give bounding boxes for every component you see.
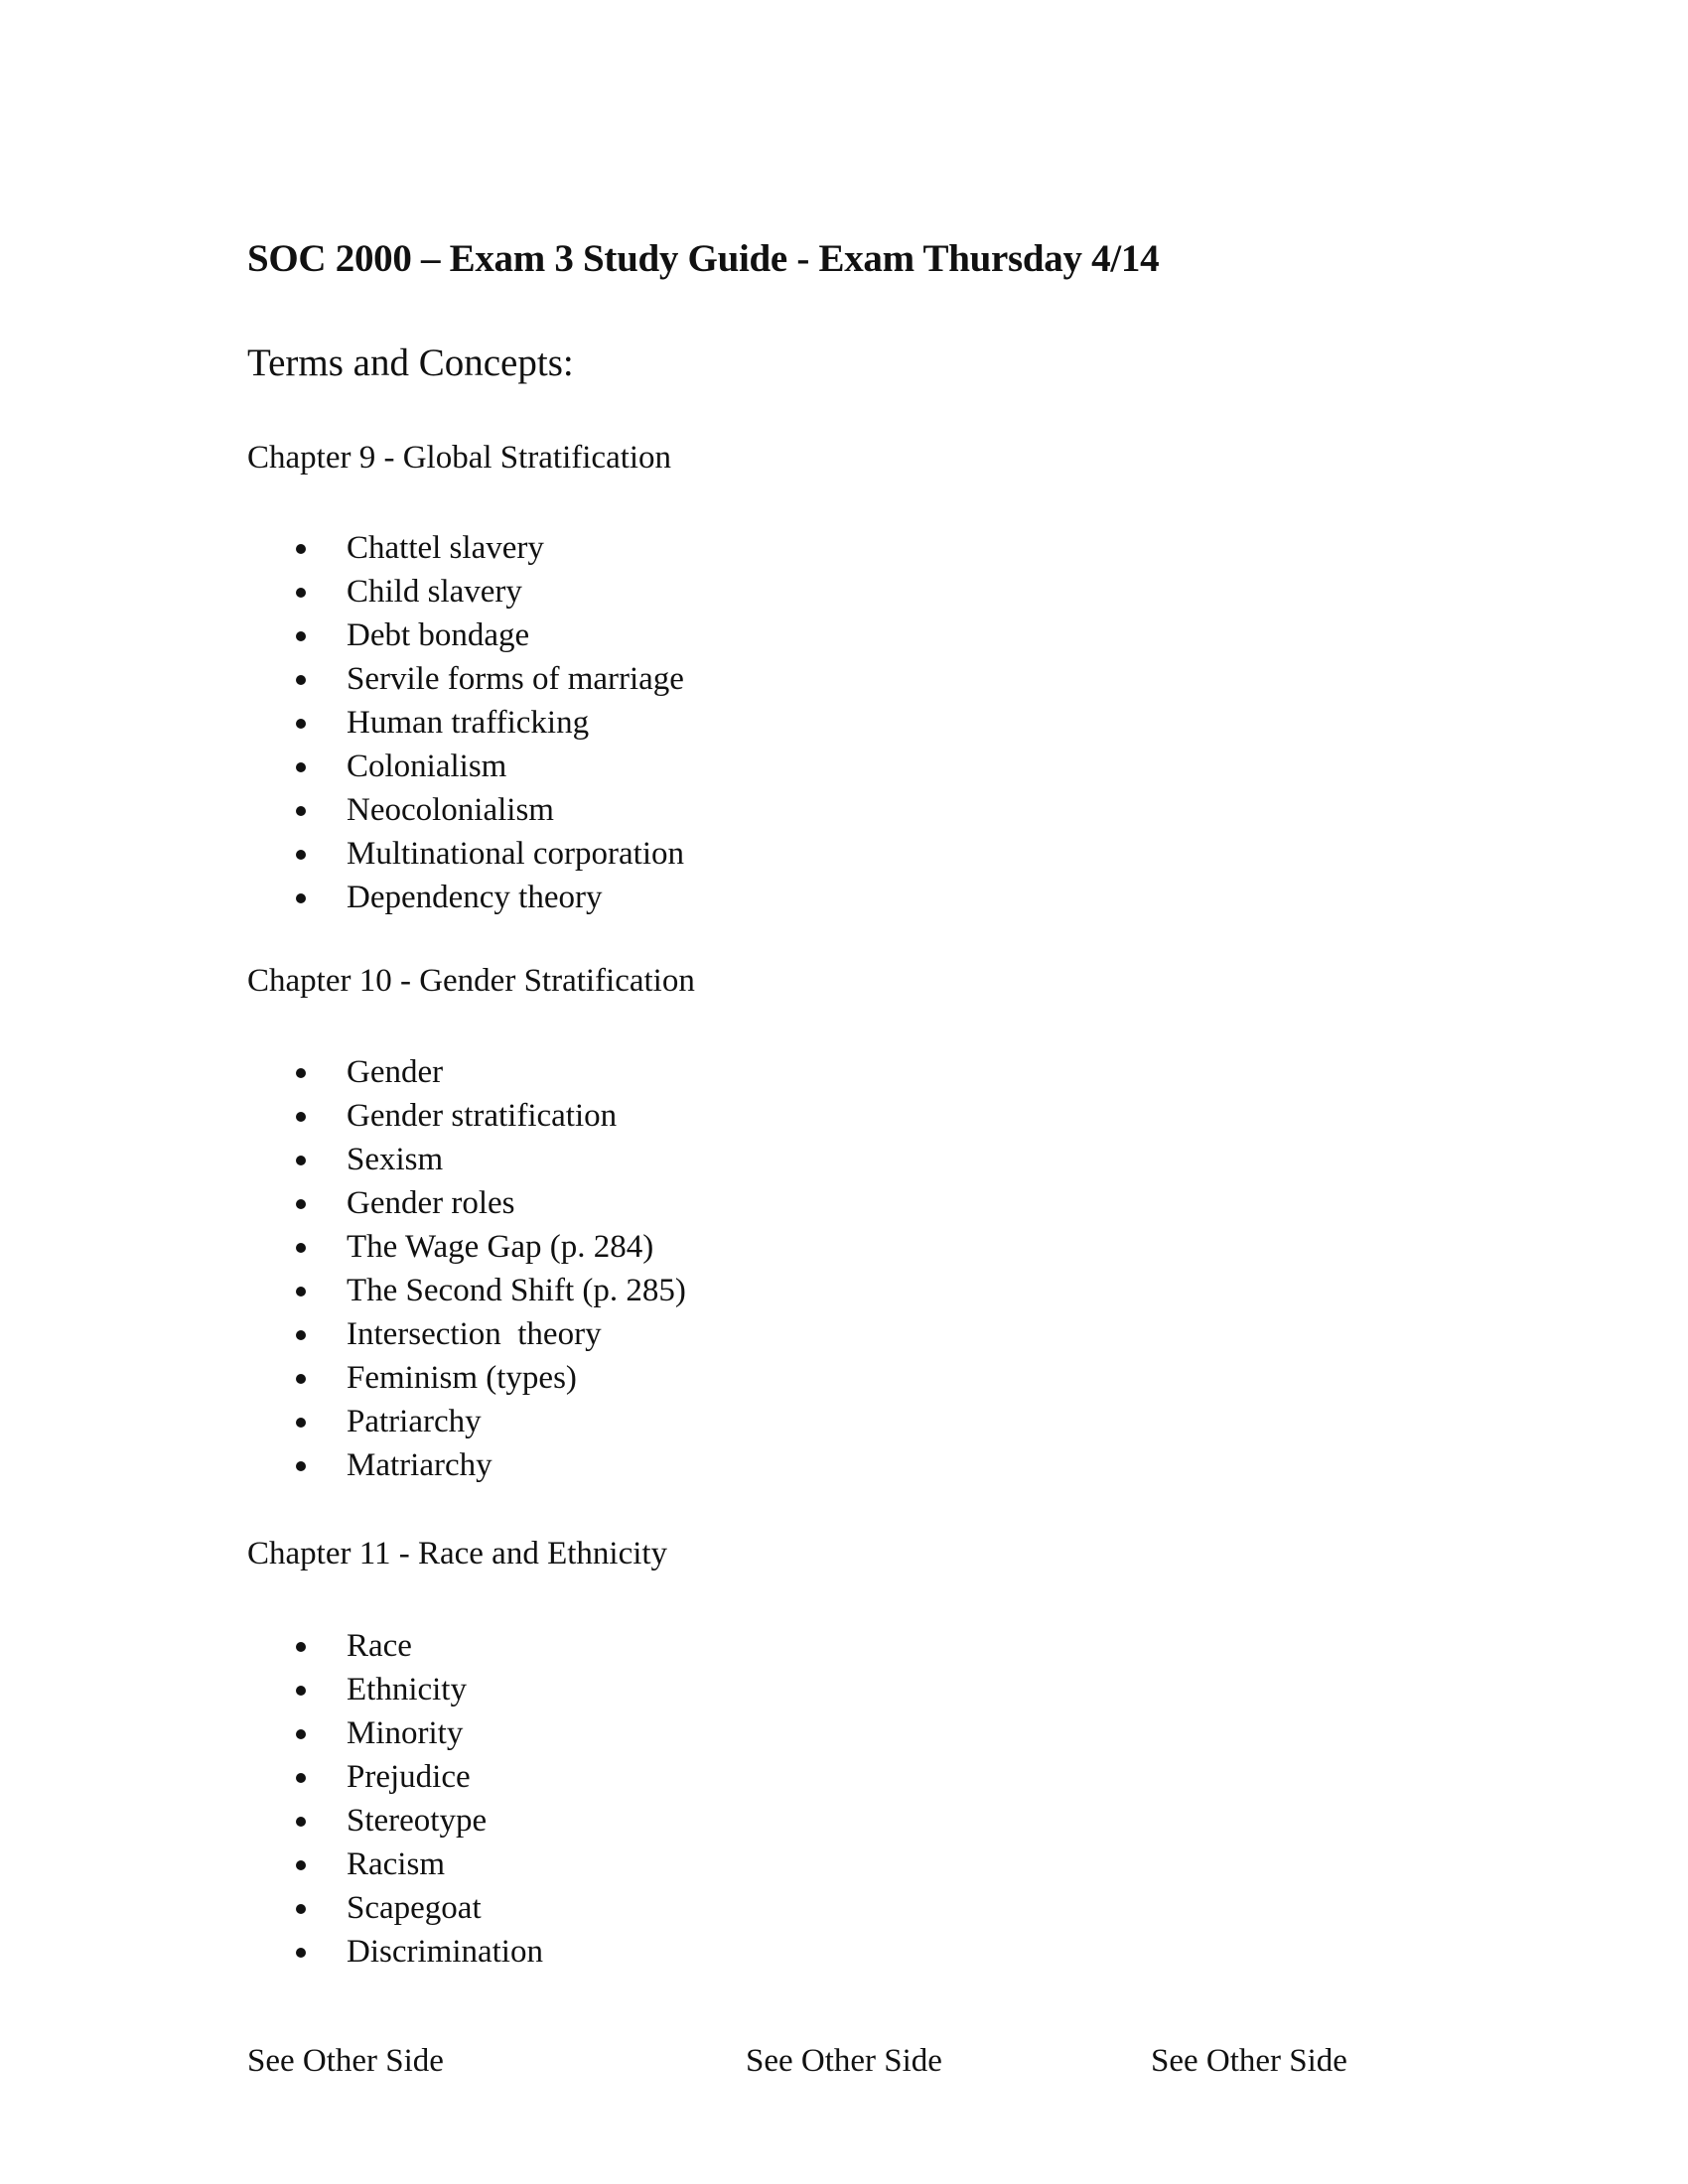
term-label: Colonialism: [347, 749, 507, 784]
term-label: Sexism: [347, 1142, 444, 1177]
bullet-icon: [296, 1287, 306, 1297]
bullet-icon: [296, 1948, 306, 1958]
bullet-icon: [296, 588, 306, 598]
term-label: Scapegoat: [347, 1890, 482, 1926]
term-label: Minority: [347, 1715, 464, 1751]
bullet-icon: [296, 806, 306, 816]
term-label: Ethnicity: [347, 1672, 467, 1707]
term-label: The Wage Gap (p. 284): [347, 1229, 654, 1265]
term-label: Chattel slavery: [347, 530, 544, 566]
bullet-icon: [296, 1068, 306, 1078]
page-title: SOC 2000 – Exam 3 Study Guide - Exam Thursday 4/14: [247, 237, 1160, 280]
term-label: Racism: [347, 1846, 445, 1882]
term-label: Debt bondage: [347, 617, 530, 653]
chapter-heading: Chapter 9 - Global Stratification: [247, 440, 672, 476]
term-label: Servile forms of marriage: [347, 661, 684, 697]
bullet-icon: [296, 1243, 306, 1253]
bullet-icon: [296, 850, 306, 860]
term-label: Multinational corporation: [347, 836, 685, 872]
term-label: Discrimination: [347, 1934, 543, 1970]
bullet-icon: [296, 1199, 306, 1209]
bullet-icon: [296, 544, 306, 554]
term-label: Intersection theory: [347, 1316, 602, 1352]
term-label: Feminism (types): [347, 1360, 577, 1396]
bullet-icon: [296, 1642, 306, 1652]
bullet-icon: [296, 1330, 306, 1340]
chapter-heading: Chapter 11 - Race and Ethnicity: [247, 1536, 668, 1571]
footer-note-right: See Other Side: [1151, 2043, 1347, 2079]
bullet-icon: [296, 762, 306, 772]
term-label: Gender: [347, 1054, 444, 1090]
term-label: Human trafficking: [347, 705, 590, 741]
bullet-icon: [296, 1817, 306, 1827]
chapter-heading: Chapter 10 - Gender Stratification: [247, 963, 695, 999]
bullet-icon: [296, 893, 306, 903]
bullet-icon: [296, 631, 306, 641]
term-label: Stereotype: [347, 1803, 488, 1839]
term-label: Matriarchy: [347, 1447, 492, 1483]
term-label: Gender stratification: [347, 1098, 618, 1134]
bullet-icon: [296, 1686, 306, 1696]
footer-note-left: See Other Side: [247, 2043, 444, 2079]
term-label: Gender roles: [347, 1185, 515, 1221]
bullet-icon: [296, 675, 306, 685]
term-label: Race: [347, 1628, 412, 1664]
term-label: Patriarchy: [347, 1404, 482, 1439]
bullet-icon: [296, 1860, 306, 1870]
bullet-icon: [296, 1773, 306, 1783]
bullet-icon: [296, 719, 306, 729]
bullet-icon: [296, 1156, 306, 1165]
bullet-icon: [296, 1904, 306, 1914]
bullet-icon: [296, 1112, 306, 1122]
term-label: Child slavery: [347, 574, 522, 610]
term-label: Prejudice: [347, 1759, 471, 1795]
bullet-icon: [296, 1461, 306, 1471]
term-label: The Second Shift (p. 285): [347, 1273, 686, 1308]
footer-note-center: See Other Side: [746, 2043, 942, 2079]
term-label: Dependency theory: [347, 880, 603, 915]
bullet-icon: [296, 1374, 306, 1384]
term-label: Neocolonialism: [347, 792, 554, 828]
section-subtitle: Terms and Concepts:: [247, 341, 574, 384]
bullet-icon: [296, 1418, 306, 1428]
bullet-icon: [296, 1729, 306, 1739]
